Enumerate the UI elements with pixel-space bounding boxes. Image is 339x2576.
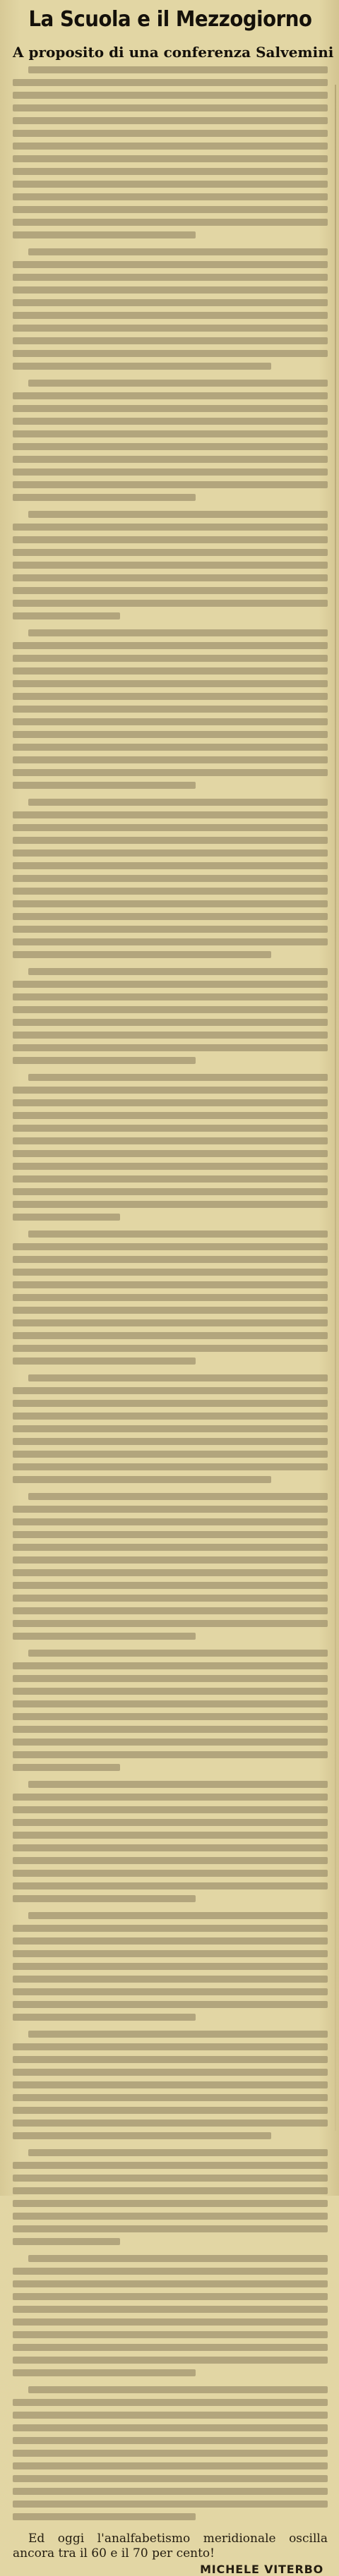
text-line-placeholder — [13, 143, 328, 150]
text-line-placeholder — [28, 2031, 328, 2038]
text-line-placeholder — [13, 1662, 328, 1669]
text-line-placeholder — [28, 66, 328, 73]
text-line-placeholder — [13, 1057, 196, 1064]
text-line-placeholder — [13, 299, 328, 306]
text-line-placeholder — [13, 1937, 328, 1945]
text-line-placeholder — [13, 1895, 196, 1902]
article-paragraph — [13, 66, 328, 238]
text-line-placeholder — [13, 1857, 328, 1864]
text-line-placeholder — [13, 1844, 328, 1851]
article-byline: MICHELE VITERBO — [200, 2563, 323, 2576]
text-line-placeholder — [13, 1400, 328, 1407]
text-line-placeholder — [13, 168, 328, 175]
text-line-placeholder — [13, 392, 328, 399]
text-line-placeholder — [28, 1781, 328, 1788]
text-line-placeholder — [13, 1201, 328, 1208]
text-line-placeholder — [13, 2412, 328, 2419]
text-line-placeholder — [13, 1281, 328, 1288]
text-line-placeholder — [13, 1556, 328, 1564]
text-line-placeholder — [13, 2162, 328, 2169]
text-line-placeholder — [13, 2200, 328, 2207]
text-line-placeholder — [13, 1099, 328, 1106]
text-line-placeholder — [13, 1175, 328, 1183]
text-line-placeholder — [13, 2293, 328, 2300]
text-line-placeholder — [13, 92, 328, 99]
text-line-placeholder — [13, 900, 328, 907]
text-line-placeholder — [13, 2056, 328, 2063]
article-paragraph — [13, 2386, 328, 2520]
text-line-placeholder — [13, 1137, 328, 1144]
text-line-placeholder — [13, 2450, 328, 2457]
text-line-placeholder — [13, 1087, 328, 1094]
text-line-placeholder — [13, 680, 328, 687]
text-line-placeholder — [13, 1006, 328, 1013]
text-line-placeholder — [13, 350, 328, 357]
text-line-placeholder — [13, 1032, 328, 1039]
text-line-placeholder — [28, 2149, 328, 2156]
text-line-placeholder — [13, 468, 328, 476]
article-paragraph — [13, 968, 328, 1064]
text-line-placeholder — [13, 2120, 328, 2127]
text-line-placeholder — [13, 1463, 328, 1470]
text-line-placeholder — [13, 2107, 328, 2114]
text-line-placeholder — [28, 1912, 328, 1919]
text-line-placeholder — [13, 1806, 328, 1813]
text-line-placeholder — [13, 756, 328, 763]
text-line-placeholder — [13, 782, 196, 789]
text-line-placeholder — [13, 706, 328, 713]
text-line-placeholder — [13, 1476, 271, 1483]
text-line-placeholder — [13, 2014, 196, 2021]
text-line-placeholder — [13, 1819, 328, 1826]
text-line-placeholder — [13, 1751, 328, 1758]
text-line-placeholder — [13, 1739, 328, 1746]
text-line-placeholder — [13, 2475, 328, 2482]
text-line-placeholder — [13, 494, 196, 501]
text-line-placeholder — [13, 1870, 328, 1877]
text-line-placeholder — [13, 667, 328, 675]
text-line-placeholder — [13, 913, 328, 920]
text-line-placeholder — [13, 926, 328, 933]
text-line-placeholder — [13, 562, 328, 569]
text-line-placeholder — [13, 2001, 328, 2008]
text-line-placeholder — [28, 968, 328, 975]
text-line-placeholder — [13, 536, 328, 543]
text-line-placeholder — [13, 1988, 328, 1995]
text-line-placeholder — [13, 1726, 328, 1733]
paragraph-gap — [13, 2526, 328, 2530]
text-line-placeholder — [13, 130, 328, 137]
article-paragraph — [13, 2031, 328, 2139]
text-line-placeholder — [13, 1688, 328, 1695]
article-closing-paragraph: Ed oggi l'analfabetismo meridionale oscilla ancora tra il 60 e il 70 per cento! — [13, 2532, 328, 2560]
article-paragraph — [13, 1912, 328, 2021]
text-line-placeholder — [13, 430, 328, 437]
text-line-placeholder — [13, 274, 328, 281]
text-line-placeholder — [13, 1294, 328, 1301]
text-line-placeholder — [13, 1531, 328, 1538]
text-line-placeholder — [13, 888, 328, 895]
text-line-placeholder — [28, 1650, 328, 1657]
text-line-placeholder — [13, 1112, 328, 1119]
article-paragraph — [13, 1230, 328, 1365]
text-line-placeholder — [13, 443, 328, 450]
text-line-placeholder — [13, 1595, 328, 1602]
text-line-placeholder — [13, 231, 196, 238]
text-line-placeholder — [28, 629, 328, 636]
text-line-placeholder — [13, 993, 328, 1000]
text-line-placeholder — [13, 1925, 328, 1932]
text-line-placeholder — [13, 1607, 328, 1614]
text-line-placeholder — [13, 2344, 328, 2351]
text-line-placeholder — [13, 1963, 328, 1970]
article-paragraph — [13, 248, 328, 370]
text-line-placeholder — [13, 312, 328, 319]
article-paragraph — [13, 1374, 328, 1483]
text-line-placeholder — [13, 574, 328, 581]
text-line-placeholder — [13, 2225, 328, 2232]
text-line-placeholder — [13, 2280, 328, 2287]
text-line-placeholder — [13, 181, 328, 188]
text-line-placeholder — [13, 1044, 328, 1051]
text-line-placeholder — [13, 1713, 328, 1720]
text-line-placeholder — [13, 938, 328, 945]
text-line-placeholder — [13, 1413, 328, 1420]
text-line-placeholder — [13, 1633, 196, 1640]
text-line-placeholder — [13, 2094, 328, 2101]
article-paragraph — [13, 2149, 328, 2245]
article-paragraph — [13, 380, 328, 501]
text-line-placeholder — [13, 418, 328, 425]
text-line-placeholder — [13, 1544, 328, 1551]
text-line-placeholder — [28, 2255, 328, 2262]
text-line-placeholder — [13, 219, 328, 226]
text-line-placeholder — [13, 79, 328, 86]
article-headline: La Scuola e il Mezzogiorno — [28, 7, 312, 32]
text-line-placeholder — [13, 2437, 328, 2444]
text-line-placeholder — [13, 1506, 328, 1513]
text-line-placeholder — [13, 1307, 328, 1314]
text-line-placeholder — [28, 248, 328, 255]
text-line-placeholder — [13, 405, 328, 412]
text-line-placeholder — [13, 1438, 328, 1445]
text-line-placeholder — [28, 1230, 328, 1238]
text-line-placeholder — [13, 2369, 196, 2376]
text-line-placeholder — [13, 1188, 328, 1195]
text-line-placeholder — [13, 731, 328, 738]
article-paragraph — [13, 1074, 328, 1221]
text-line-placeholder — [13, 600, 328, 607]
article-paragraph — [13, 629, 328, 789]
text-line-placeholder — [13, 693, 328, 700]
text-line-placeholder — [13, 104, 328, 111]
text-line-placeholder — [13, 2175, 328, 2182]
text-line-placeholder — [13, 1387, 328, 1394]
text-line-placeholder — [13, 1620, 328, 1627]
text-line-placeholder — [13, 1357, 196, 1365]
article-body — [13, 66, 328, 2530]
text-line-placeholder — [13, 1332, 328, 1339]
text-line-placeholder — [28, 799, 328, 806]
text-line-placeholder — [13, 1950, 328, 1957]
text-line-placeholder — [13, 549, 328, 556]
text-line-placeholder — [13, 718, 328, 725]
text-line-placeholder — [13, 2318, 328, 2326]
text-line-placeholder — [13, 824, 328, 831]
text-line-placeholder — [13, 481, 328, 488]
text-line-placeholder — [28, 511, 328, 518]
text-line-placeholder — [13, 1764, 120, 1771]
article-paragraph — [13, 1781, 328, 1902]
text-line-placeholder — [13, 1794, 328, 1801]
text-line-placeholder — [13, 744, 328, 751]
text-line-placeholder — [13, 1700, 328, 1707]
text-line-placeholder — [13, 2306, 328, 2313]
text-line-placeholder — [13, 2488, 328, 2495]
text-line-placeholder — [13, 1518, 328, 1525]
text-line-placeholder — [13, 837, 328, 844]
text-line-placeholder — [13, 2399, 328, 2406]
text-line-placeholder — [13, 1345, 328, 1352]
text-line-placeholder — [13, 1125, 328, 1132]
text-line-placeholder — [13, 612, 120, 619]
text-line-placeholder — [13, 2424, 328, 2431]
article-subtitle: A proposito di una conferenza Salvemini — [13, 44, 334, 61]
text-line-placeholder — [13, 587, 328, 594]
text-line-placeholder — [13, 1150, 328, 1157]
article-paragraph — [13, 1650, 328, 1771]
text-line-placeholder — [28, 380, 328, 387]
text-line-placeholder — [13, 2069, 328, 2076]
text-line-placeholder — [13, 456, 328, 463]
text-line-placeholder — [13, 524, 328, 531]
text-line-placeholder — [13, 2081, 328, 2088]
text-line-placeholder — [13, 951, 271, 958]
text-line-placeholder — [13, 325, 328, 332]
text-line-placeholder — [13, 261, 328, 268]
text-line-placeholder — [13, 117, 328, 124]
text-line-placeholder — [13, 337, 328, 344]
text-line-placeholder — [13, 1582, 328, 1589]
text-line-placeholder — [13, 1832, 328, 1839]
text-line-placeholder — [13, 2462, 328, 2469]
text-line-placeholder — [13, 286, 328, 294]
text-line-placeholder — [13, 875, 328, 882]
text-line-placeholder — [13, 155, 328, 162]
article-paragraph — [13, 511, 328, 619]
page-edge-shadow — [335, 85, 336, 2131]
text-line-placeholder — [28, 2386, 328, 2393]
text-line-placeholder — [13, 2357, 328, 2364]
text-line-placeholder — [13, 642, 328, 649]
text-line-placeholder — [13, 2132, 271, 2139]
text-line-placeholder — [13, 1451, 328, 1458]
text-line-placeholder — [13, 1243, 328, 1250]
text-line-placeholder — [13, 2043, 328, 2050]
text-line-placeholder — [13, 2331, 328, 2338]
text-line-placeholder — [13, 1675, 328, 1682]
article-paragraph — [13, 2255, 328, 2376]
text-line-placeholder — [13, 2268, 328, 2275]
text-line-placeholder — [13, 363, 271, 370]
text-line-placeholder — [13, 862, 328, 869]
text-line-placeholder — [13, 1976, 328, 1983]
text-line-placeholder — [13, 1882, 328, 1889]
text-line-placeholder — [13, 1269, 328, 1276]
text-line-placeholder — [13, 849, 328, 857]
article-paragraph — [13, 1493, 328, 1640]
text-line-placeholder — [13, 1569, 328, 1576]
text-line-placeholder — [13, 2501, 328, 2508]
text-line-placeholder — [13, 1214, 120, 1221]
text-line-placeholder — [13, 2187, 328, 2194]
text-line-placeholder — [13, 769, 328, 776]
text-line-placeholder — [28, 1493, 328, 1500]
text-line-placeholder — [13, 2238, 120, 2245]
text-line-placeholder — [13, 206, 328, 213]
text-line-placeholder — [13, 1019, 328, 1026]
article-paragraph — [13, 799, 328, 958]
text-line-placeholder — [13, 655, 328, 662]
text-line-placeholder — [28, 1374, 328, 1381]
text-line-placeholder — [13, 2213, 328, 2220]
text-line-placeholder — [13, 1319, 328, 1326]
text-line-placeholder — [13, 1425, 328, 1432]
text-line-placeholder — [13, 1256, 328, 1263]
text-line-placeholder — [13, 1163, 328, 1170]
text-line-placeholder — [13, 193, 328, 200]
text-line-placeholder — [13, 811, 328, 818]
text-line-placeholder — [13, 981, 328, 988]
text-line-placeholder — [28, 1074, 328, 1081]
text-line-placeholder — [13, 2513, 196, 2520]
